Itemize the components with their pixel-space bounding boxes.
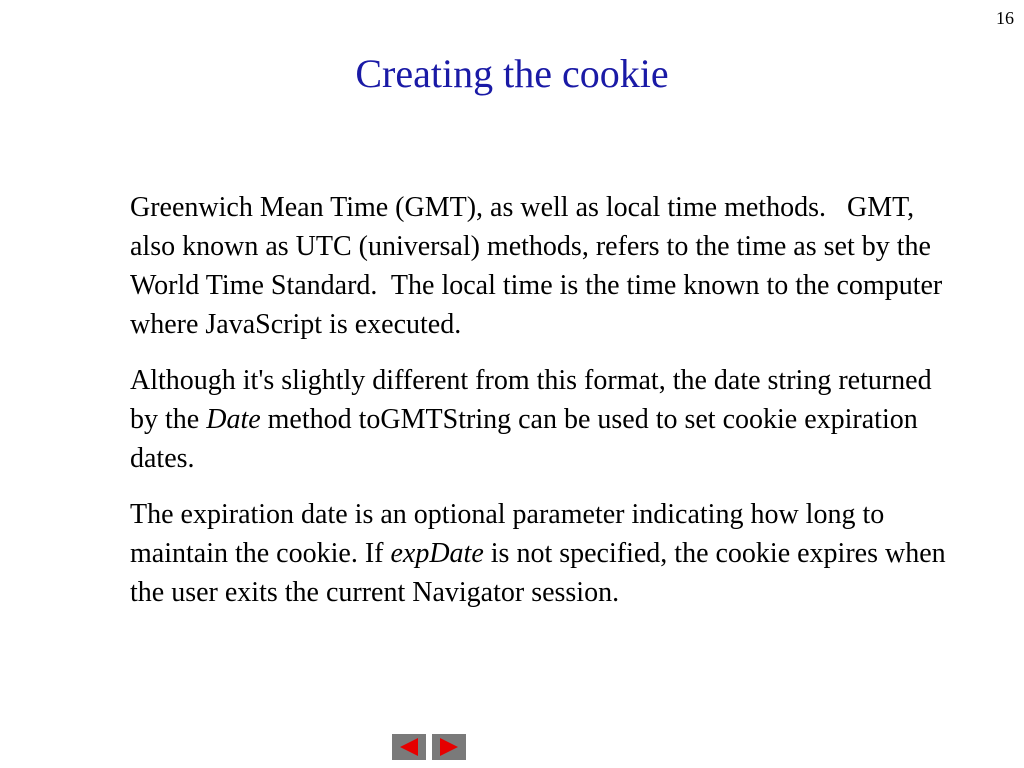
paragraph-text: The expiration date is an optional parameter indicating how long to maintain the cookie. If	[130, 499, 892, 569]
emphasis-expdate: expDate	[390, 538, 484, 569]
left-arrow-icon	[398, 737, 420, 757]
paragraph-date-string	[130, 361, 950, 478]
next-slide-button[interactable]	[432, 734, 466, 760]
slide-navigation	[392, 734, 466, 760]
slide-title: Creating the cookie	[355, 51, 669, 96]
paragraph-gmt: Greenwich Mean Time (GMT), as well as local time methods. GMT, also known as UTC (universal) methods, refers to the time as set by the World Time Standard. The local time is the time known to the computer where JavaScript is executed.	[130, 192, 950, 340]
slide-number: 16	[996, 8, 1014, 28]
paragraph-text: is not specified, the cookie expires when the user exits the current Navigator session.	[130, 538, 953, 608]
right-arrow-icon	[438, 737, 460, 757]
slide-body	[130, 188, 953, 629]
previous-slide-button[interactable]	[392, 734, 426, 760]
paragraph-text: Although it's slightly different from this format, the date string returned by the	[130, 365, 939, 435]
paragraph-text: method toGMTString can be used to set cookie expiration dates.	[130, 404, 925, 474]
emphasis-date: Date	[206, 404, 261, 435]
paragraph-expiration	[130, 495, 953, 612]
